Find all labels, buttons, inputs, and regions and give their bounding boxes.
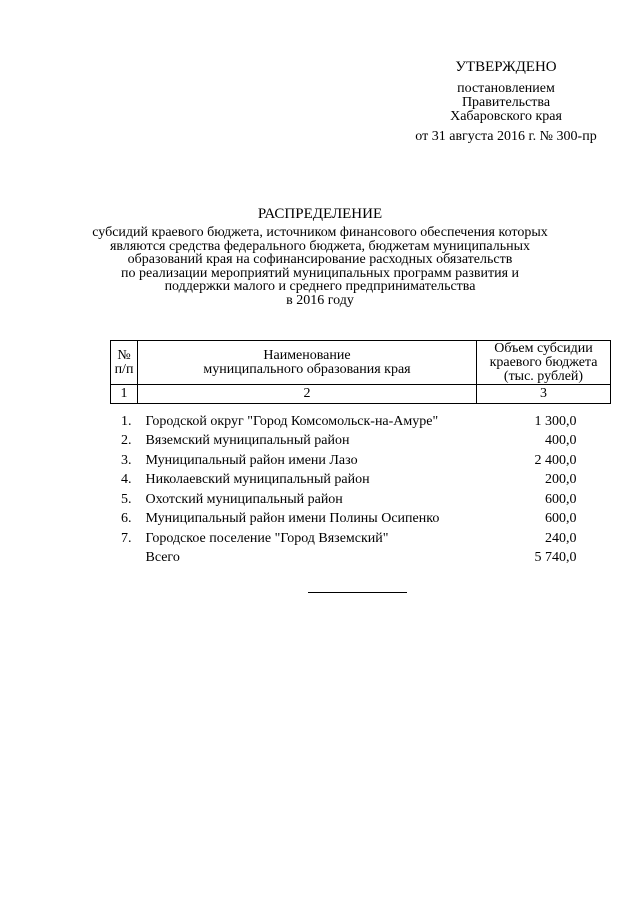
table-row: [111, 529, 611, 549]
column-index: 3: [477, 385, 611, 404]
row-amount: 1 300,0: [534, 413, 577, 429]
row-number: 3.: [121, 452, 132, 468]
header-name: [138, 341, 477, 385]
title-line: субсидий краевого бюджета, источником финансового обеспечения которых: [92, 225, 548, 240]
header-amount-line: Объем субсидии: [494, 340, 593, 356]
row-number: 5.: [121, 491, 132, 507]
row-amount: 2 400,0: [534, 452, 577, 468]
row-amount: 600,0: [545, 491, 577, 507]
table-row: [111, 432, 611, 452]
table-row: [111, 451, 611, 471]
row-name: Муниципальный район имени Полины Осипенко: [145, 511, 440, 527]
header-name-line: Наименование: [263, 347, 351, 363]
header-number-line: №: [117, 347, 131, 363]
row-name: Городской округ "Город Комсомольск-на-Амуре": [145, 413, 439, 429]
row-name: Городское поселение "Город Вяземский": [145, 530, 389, 546]
title-line: по реализации мероприятий муниципальных программ развития и: [121, 265, 519, 281]
column-index: 2: [138, 385, 477, 404]
row-name: Охотский муниципальный район: [145, 491, 343, 507]
header-name-line: муниципального образования края: [203, 361, 411, 377]
total-number: [111, 549, 138, 569]
distribution-table: [110, 340, 611, 568]
approval-line: постановлением: [457, 81, 555, 96]
header-amount-line: (тыс. рублей): [503, 368, 584, 384]
row-amount: 200,0: [545, 472, 577, 488]
title-heading: РАСПРЕДЕЛЕНИЕ: [257, 206, 383, 222]
column-index: 1: [111, 385, 138, 404]
row-number: 2.: [121, 433, 132, 449]
total-row: [111, 549, 611, 569]
row-amount: 400,0: [545, 433, 577, 449]
title-line: в 2016 году: [286, 292, 354, 308]
approval-block: [386, 60, 626, 144]
row-number: 1.: [121, 413, 132, 429]
row-number: 4.: [121, 472, 132, 488]
row-name: Вяземский муниципальный район: [145, 433, 350, 449]
total-label: Всего: [145, 550, 180, 566]
header-number: [111, 341, 138, 385]
row-name: Муниципальный район имени Лазо: [145, 452, 358, 468]
table-row: [111, 412, 611, 432]
table-row: [111, 471, 611, 491]
row-number: 7.: [121, 530, 132, 546]
header-number-line: п/п: [114, 361, 134, 377]
total-amount: 5 740,0: [534, 550, 577, 566]
end-divider: [308, 592, 407, 593]
row-amount: 240,0: [545, 530, 577, 546]
approval-line: Хабаровского края: [450, 109, 562, 124]
approval-date: от 31 августа 2016 г. № 300-пр: [415, 129, 597, 144]
approval-line: Правительства: [461, 95, 551, 110]
header-amount-line: краевого бюджета: [489, 354, 598, 370]
title-line: поддержки малого и среднего предпринимательства: [164, 279, 476, 294]
row-name: Николаевский муниципальный район: [145, 472, 370, 488]
table-row: [111, 510, 611, 530]
row-amount: 600,0: [545, 511, 577, 527]
title-line: образований края на софинансирование расходных обязательств: [127, 252, 513, 267]
document-title: [0, 206, 640, 307]
table-row: [111, 490, 611, 510]
title-line: являются средства федерального бюджета, бюджетам муниципальных: [109, 238, 531, 254]
row-number: 6.: [121, 511, 132, 527]
header-amount: [477, 341, 611, 385]
approval-heading: УТВЕРЖДЕНО: [455, 59, 557, 75]
